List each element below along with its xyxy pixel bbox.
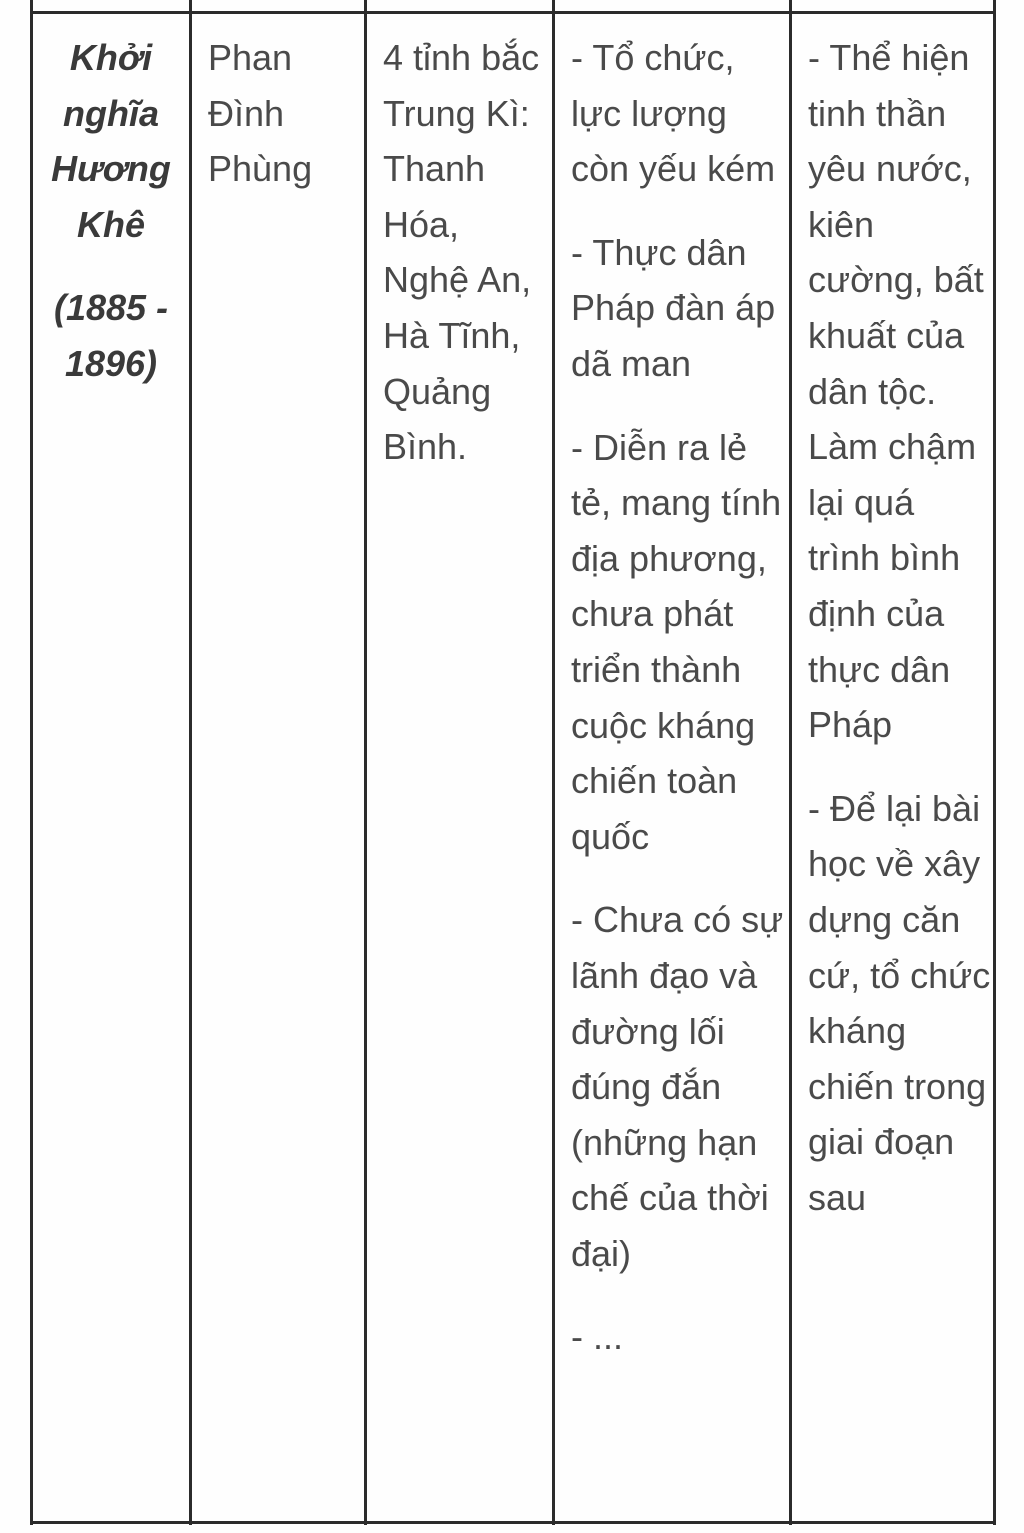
event-period: (1885 - 1896) [53, 287, 169, 384]
leader-name: Phan Đình Phùng [208, 37, 313, 190]
area-cell [383, 30, 553, 503]
failure-reason-item: - Tổ chức, lực lượng còn yếu kém [571, 37, 776, 190]
failure-reason-item: - Thực dân Pháp đàn áp dã man [571, 231, 776, 384]
column-border [189, 0, 192, 1525]
failure-reason-item: - Diễn ra lẻ tẻ, mang tính địa phương, chưa phát triển thành cuộc kháng chiến toàn quốc [571, 426, 782, 857]
leader-cell [208, 30, 364, 225]
significance-item: - Để lại bài học về xây dựng căn cứ, tổ chức kháng chiến trong giai đoạn sau [808, 787, 991, 1218]
failure-reason-item: - ... [571, 1316, 623, 1358]
failure-reasons-cell [571, 30, 787, 1393]
column-border [364, 0, 367, 1525]
area-text: 4 tỉnh bắc Trung Kì: Thanh Hóa, Nghệ An, Hà Tĩnh, Quảng Bình. [383, 37, 540, 468]
significance-cell [808, 30, 994, 1253]
failure-reason-item: - Chưa có sự lãnh đạo và đường lối đúng đắn (những hạn chế của thời đại) [571, 899, 784, 1274]
column-border [789, 0, 792, 1525]
event-name: Khởi nghĩa Hương Khê [51, 37, 171, 245]
row-top-border [30, 11, 996, 14]
row-bottom-border [30, 1521, 996, 1524]
event-cell [33, 30, 189, 420]
significance-item: - Thể hiện tinh thần yêu nước, kiên cường, bất khuất của dân tộc. Làm chậm lại quá trình bình định của thực dân Pháp [808, 37, 984, 746]
